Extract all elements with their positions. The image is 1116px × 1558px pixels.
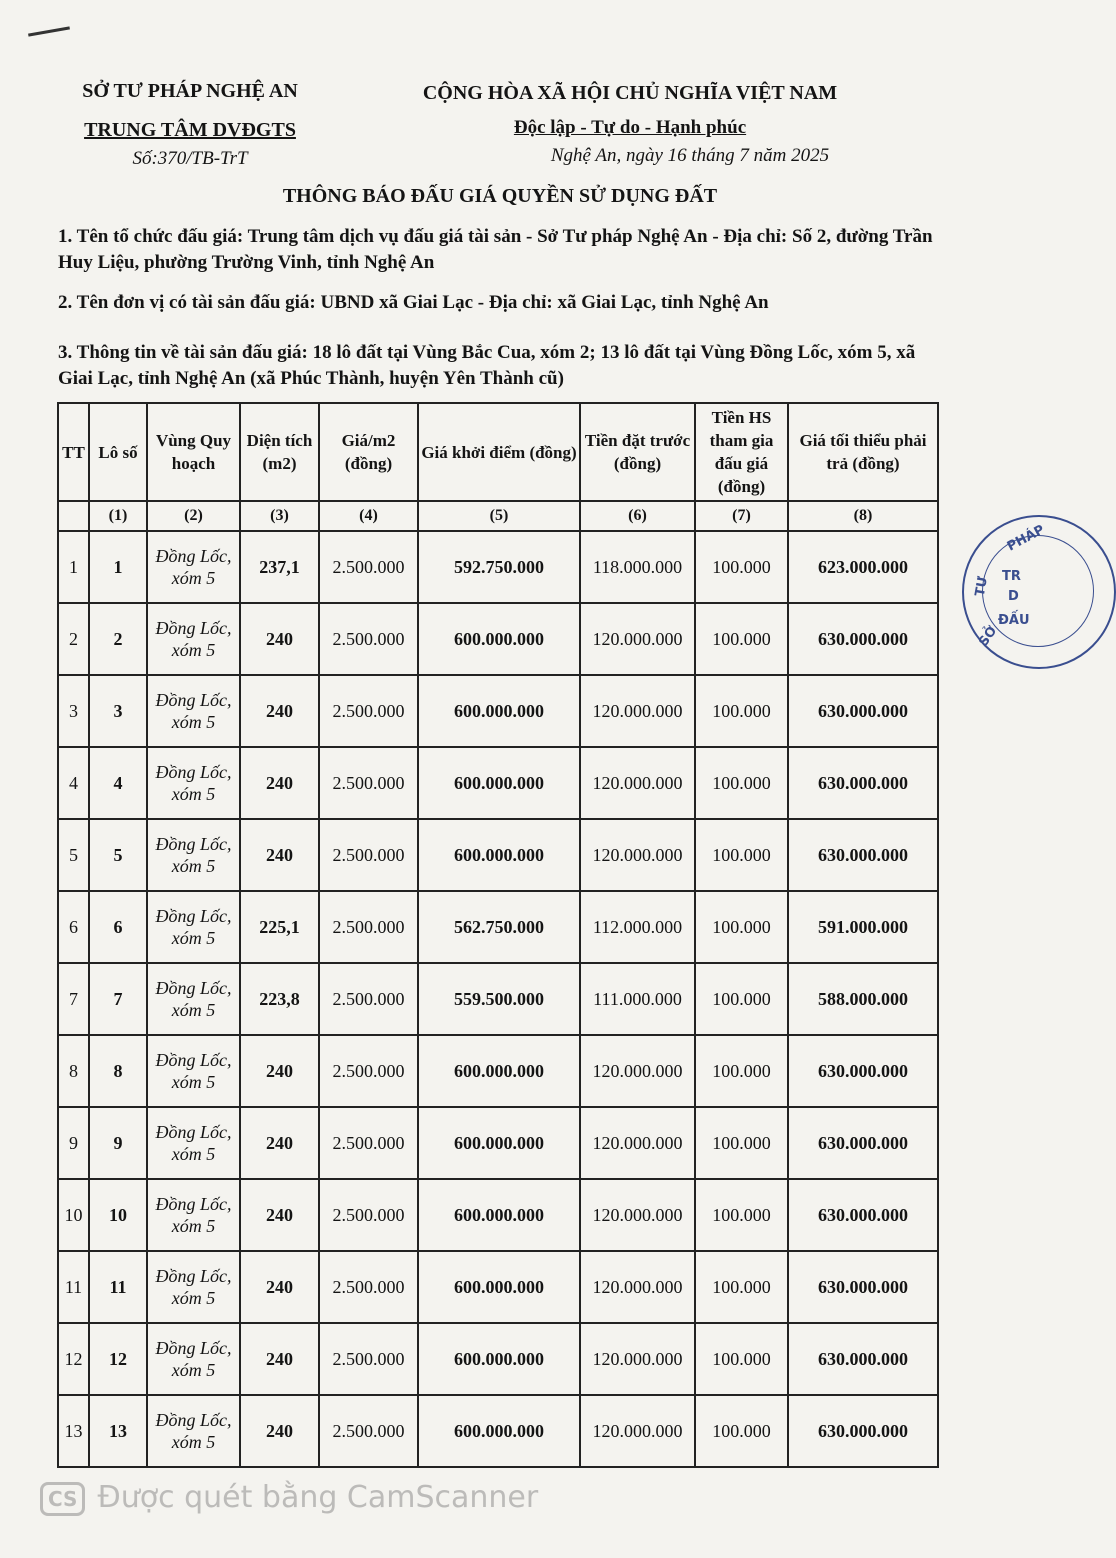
cell-price-per-m2: 2.500.000 bbox=[319, 1323, 418, 1395]
cell-dossier-fee: 100.000 bbox=[695, 1107, 788, 1179]
cell-deposit: 120.000.000 bbox=[580, 747, 695, 819]
cell-area: 225,1 bbox=[240, 891, 319, 963]
seal-text: ĐẤU bbox=[998, 613, 1030, 628]
cell-starting-price: 600.000.000 bbox=[418, 603, 580, 675]
document-title: THÔNG BÁO ĐẤU GIÁ QUYỀN SỬ DỤNG ĐẤT bbox=[282, 185, 718, 207]
header-cell: Giá/m2 (đồng) bbox=[319, 403, 418, 501]
index-cell: (1) bbox=[89, 501, 147, 531]
cell-area: 237,1 bbox=[240, 531, 319, 603]
cell-area: 223,8 bbox=[240, 963, 319, 1035]
cell-lot-number: 1 bbox=[89, 531, 147, 603]
cell-zone: Đồng Lốc, xóm 5 bbox=[147, 1395, 240, 1467]
cell-starting-price: 562.750.000 bbox=[418, 891, 580, 963]
cell-price-per-m2: 2.500.000 bbox=[319, 1395, 418, 1467]
cell-minimum-payment: 630.000.000 bbox=[788, 747, 938, 819]
document-date: Nghệ An, ngày 16 tháng 7 năm 2025 bbox=[550, 145, 830, 166]
cell-price-per-m2: 2.500.000 bbox=[319, 963, 418, 1035]
table-row bbox=[58, 1179, 938, 1251]
header-cell: Lô số bbox=[89, 403, 147, 501]
header-cell: Giá khởi điểm (đồng) bbox=[418, 403, 580, 501]
table-header-row bbox=[58, 403, 938, 501]
cell-minimum-payment: 630.000.000 bbox=[788, 1395, 938, 1467]
cell-lot-number: 12 bbox=[89, 1323, 147, 1395]
index-cell: (6) bbox=[580, 501, 695, 531]
paragraph-organizer: 1. Tên tổ chức đấu giá: Trung tâm dịch vụ đấu giá tài sản - Sở Tư pháp Nghệ An - Địa chỉ: Số 2, đường Trần Huy Liệu, phường Trường Vinh, tỉnh Nghệ An bbox=[58, 226, 933, 273]
cell-area: 240 bbox=[240, 603, 319, 675]
cell-starting-price: 600.000.000 bbox=[418, 675, 580, 747]
index-cell: (8) bbox=[788, 501, 938, 531]
cell-tt: 1 bbox=[58, 531, 89, 603]
cell-zone: Đồng Lốc, xóm 5 bbox=[147, 675, 240, 747]
cell-price-per-m2: 2.500.000 bbox=[319, 1107, 418, 1179]
cell-area: 240 bbox=[240, 675, 319, 747]
cell-zone: Đồng Lốc, xóm 5 bbox=[147, 1035, 240, 1107]
index-cell: (4) bbox=[319, 501, 418, 531]
cell-starting-price: 559.500.000 bbox=[418, 963, 580, 1035]
document-number: Số:370/TB-TrT bbox=[132, 148, 248, 169]
column-index-row bbox=[58, 501, 938, 531]
nation-name: CỘNG HÒA XÃ HỘI CHỦ NGHĨA VIỆT NAM bbox=[422, 82, 838, 104]
cell-minimum-payment: 630.000.000 bbox=[788, 1035, 938, 1107]
cell-lot-number: 11 bbox=[89, 1251, 147, 1323]
cell-area: 240 bbox=[240, 819, 319, 891]
cell-deposit: 120.000.000 bbox=[580, 1323, 695, 1395]
cell-zone: Đồng Lốc, xóm 5 bbox=[147, 1251, 240, 1323]
pen-mark bbox=[28, 26, 70, 36]
cell-lot-number: 5 bbox=[89, 819, 147, 891]
cell-area: 240 bbox=[240, 1035, 319, 1107]
cell-tt: 2 bbox=[58, 603, 89, 675]
cell-minimum-payment: 630.000.000 bbox=[788, 1251, 938, 1323]
cell-deposit: 120.000.000 bbox=[580, 819, 695, 891]
center-name: TRUNG TÂM DVĐGTS bbox=[84, 119, 296, 141]
cell-lot-number: 4 bbox=[89, 747, 147, 819]
national-header-block bbox=[400, 82, 860, 167]
cell-starting-price: 600.000.000 bbox=[418, 1251, 580, 1323]
cell-price-per-m2: 2.500.000 bbox=[319, 819, 418, 891]
cell-area: 240 bbox=[240, 1323, 319, 1395]
table-body bbox=[58, 501, 938, 1467]
cell-zone: Đồng Lốc, xóm 5 bbox=[147, 963, 240, 1035]
cell-minimum-payment: 630.000.000 bbox=[788, 603, 938, 675]
seal-text: D bbox=[1008, 589, 1019, 604]
cell-tt: 10 bbox=[58, 1179, 89, 1251]
cell-area: 240 bbox=[240, 1251, 319, 1323]
header-cell: Tiền đặt trước (đồng) bbox=[580, 403, 695, 501]
cell-lot-number: 9 bbox=[89, 1107, 147, 1179]
cell-tt: 9 bbox=[58, 1107, 89, 1179]
cell-starting-price: 600.000.000 bbox=[418, 1035, 580, 1107]
cell-dossier-fee: 100.000 bbox=[695, 963, 788, 1035]
cell-price-per-m2: 2.500.000 bbox=[319, 1035, 418, 1107]
seal-text: SỞ bbox=[976, 623, 1001, 650]
cell-zone: Đồng Lốc, xóm 5 bbox=[147, 1179, 240, 1251]
cell-tt: 7 bbox=[58, 963, 89, 1035]
cell-minimum-payment: 588.000.000 bbox=[788, 963, 938, 1035]
cell-minimum-payment: 591.000.000 bbox=[788, 891, 938, 963]
cell-zone: Đồng Lốc, xóm 5 bbox=[147, 747, 240, 819]
cell-tt: 5 bbox=[58, 819, 89, 891]
cell-dossier-fee: 100.000 bbox=[695, 1251, 788, 1323]
cell-deposit: 120.000.000 bbox=[580, 675, 695, 747]
cell-starting-price: 592.750.000 bbox=[418, 531, 580, 603]
agency-name: SỞ TƯ PHÁP NGHỆ AN bbox=[82, 80, 298, 102]
cell-zone: Đồng Lốc, xóm 5 bbox=[147, 1107, 240, 1179]
table-row bbox=[58, 963, 938, 1035]
cell-dossier-fee: 100.000 bbox=[695, 603, 788, 675]
header-cell: TT bbox=[58, 403, 89, 501]
index-cell: (5) bbox=[418, 501, 580, 531]
table-row bbox=[58, 1107, 938, 1179]
cell-deposit: 120.000.000 bbox=[580, 1395, 695, 1467]
table-row bbox=[58, 819, 938, 891]
cell-area: 240 bbox=[240, 747, 319, 819]
cell-price-per-m2: 2.500.000 bbox=[319, 1251, 418, 1323]
cell-dossier-fee: 100.000 bbox=[695, 1323, 788, 1395]
cell-deposit: 120.000.000 bbox=[580, 1251, 695, 1323]
seal-text: PHÁP bbox=[1004, 522, 1048, 555]
cell-starting-price: 600.000.000 bbox=[418, 747, 580, 819]
cell-dossier-fee: 100.000 bbox=[695, 747, 788, 819]
paragraph-asset-owner: 2. Tên đơn vị có tài sản đấu giá: UBND xã Giai Lạc - Địa chỉ: xã Giai Lạc, tỉnh Nghệ An bbox=[58, 292, 769, 313]
cell-deposit: 112.000.000 bbox=[580, 891, 695, 963]
official-seal bbox=[962, 515, 1116, 669]
table-row bbox=[58, 1323, 938, 1395]
cell-price-per-m2: 2.500.000 bbox=[319, 1179, 418, 1251]
cell-zone: Đồng Lốc, xóm 5 bbox=[147, 891, 240, 963]
cell-deposit: 120.000.000 bbox=[580, 1035, 695, 1107]
cell-lot-number: 6 bbox=[89, 891, 147, 963]
header-cell: Diện tích (m2) bbox=[240, 403, 319, 501]
watermark-text: Được quét bằng CamScanner bbox=[97, 1480, 539, 1515]
table-row bbox=[58, 891, 938, 963]
table-row bbox=[58, 1251, 938, 1323]
header-cell: Vùng Quy hoạch bbox=[147, 403, 240, 501]
cell-minimum-payment: 630.000.000 bbox=[788, 1107, 938, 1179]
cell-lot-number: 2 bbox=[89, 603, 147, 675]
cell-dossier-fee: 100.000 bbox=[695, 819, 788, 891]
cell-dossier-fee: 100.000 bbox=[695, 891, 788, 963]
cell-price-per-m2: 2.500.000 bbox=[319, 747, 418, 819]
cell-area: 240 bbox=[240, 1179, 319, 1251]
cell-area: 240 bbox=[240, 1107, 319, 1179]
cell-starting-price: 600.000.000 bbox=[418, 819, 580, 891]
cell-starting-price: 600.000.000 bbox=[418, 1179, 580, 1251]
cell-zone: Đồng Lốc, xóm 5 bbox=[147, 603, 240, 675]
cell-zone: Đồng Lốc, xóm 5 bbox=[147, 819, 240, 891]
cell-lot-number: 10 bbox=[89, 1179, 147, 1251]
cell-price-per-m2: 2.500.000 bbox=[319, 531, 418, 603]
auction-lots-table bbox=[57, 402, 939, 1468]
cell-price-per-m2: 2.500.000 bbox=[319, 675, 418, 747]
cell-tt: 8 bbox=[58, 1035, 89, 1107]
cell-minimum-payment: 623.000.000 bbox=[788, 531, 938, 603]
cell-starting-price: 600.000.000 bbox=[418, 1395, 580, 1467]
cell-area: 240 bbox=[240, 1395, 319, 1467]
index-cell: (7) bbox=[695, 501, 788, 531]
table-row bbox=[58, 1035, 938, 1107]
paragraph-asset-info: 3. Thông tin về tài sản đấu giá: 18 lô đất tại Vùng Bắc Cua, xóm 2; 13 lô đất tại Vùng Đồng Lốc, xóm 5, xã Giai Lạc, tỉnh Nghệ An (xã Phúc Thành, huyện Yên Thành cũ) bbox=[58, 342, 916, 389]
cell-tt: 3 bbox=[58, 675, 89, 747]
cell-deposit: 118.000.000 bbox=[580, 531, 695, 603]
national-motto: Độc lập - Tự do - Hạnh phúc bbox=[513, 117, 747, 138]
cell-minimum-payment: 630.000.000 bbox=[788, 675, 938, 747]
cell-starting-price: 600.000.000 bbox=[418, 1323, 580, 1395]
cell-dossier-fee: 100.000 bbox=[695, 1179, 788, 1251]
issuing-agency-block bbox=[60, 80, 320, 170]
cell-tt: 13 bbox=[58, 1395, 89, 1467]
cell-deposit: 111.000.000 bbox=[580, 963, 695, 1035]
cell-lot-number: 13 bbox=[89, 1395, 147, 1467]
index-cell: (3) bbox=[240, 501, 319, 531]
cell-minimum-payment: 630.000.000 bbox=[788, 1323, 938, 1395]
cell-tt: 6 bbox=[58, 891, 89, 963]
cell-dossier-fee: 100.000 bbox=[695, 675, 788, 747]
cell-lot-number: 7 bbox=[89, 963, 147, 1035]
table-row bbox=[58, 1395, 938, 1467]
cell-lot-number: 3 bbox=[89, 675, 147, 747]
cell-deposit: 120.000.000 bbox=[580, 1179, 695, 1251]
cell-lot-number: 8 bbox=[89, 1035, 147, 1107]
seal-text: TR bbox=[1002, 569, 1021, 584]
cell-price-per-m2: 2.500.000 bbox=[319, 891, 418, 963]
cell-dossier-fee: 100.000 bbox=[695, 531, 788, 603]
cell-zone: Đồng Lốc, xóm 5 bbox=[147, 531, 240, 603]
camscanner-logo-icon: CS bbox=[40, 1482, 85, 1516]
cell-dossier-fee: 100.000 bbox=[695, 1395, 788, 1467]
table-row bbox=[58, 675, 938, 747]
cell-zone: Đồng Lốc, xóm 5 bbox=[147, 1323, 240, 1395]
index-cell: (2) bbox=[147, 501, 240, 531]
cell-minimum-payment: 630.000.000 bbox=[788, 1179, 938, 1251]
seal-text: TƯ bbox=[972, 575, 991, 598]
index-cell bbox=[58, 501, 89, 531]
cell-tt: 4 bbox=[58, 747, 89, 819]
header-cell: Tiền HS tham gia đấu giá (đồng) bbox=[695, 403, 788, 501]
cell-minimum-payment: 630.000.000 bbox=[788, 819, 938, 891]
cell-tt: 12 bbox=[58, 1323, 89, 1395]
cell-dossier-fee: 100.000 bbox=[695, 1035, 788, 1107]
cell-deposit: 120.000.000 bbox=[580, 603, 695, 675]
cell-price-per-m2: 2.500.000 bbox=[319, 603, 418, 675]
cell-deposit: 120.000.000 bbox=[580, 1107, 695, 1179]
camscanner-watermark bbox=[40, 1480, 538, 1516]
cell-tt: 11 bbox=[58, 1251, 89, 1323]
table-row bbox=[58, 603, 938, 675]
table-row bbox=[58, 531, 938, 603]
cell-starting-price: 600.000.000 bbox=[418, 1107, 580, 1179]
header-cell: Giá tối thiểu phải trả (đồng) bbox=[788, 403, 938, 501]
table-row bbox=[58, 747, 938, 819]
